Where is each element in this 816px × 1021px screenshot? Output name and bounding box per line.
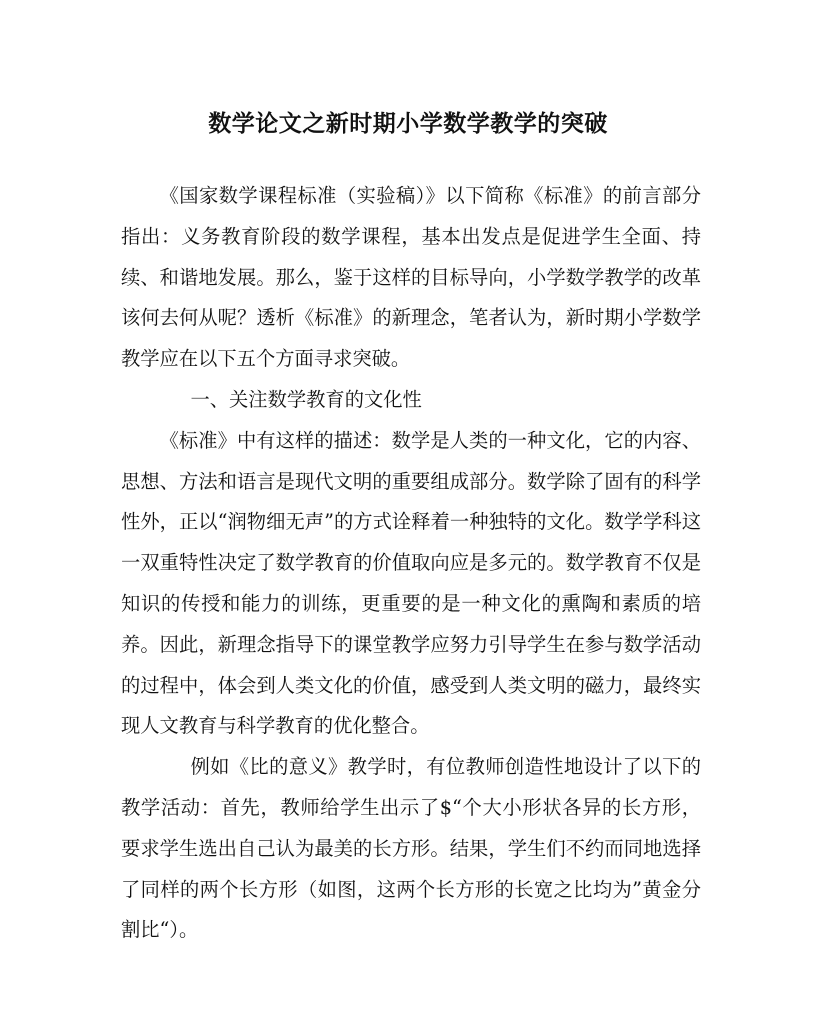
section-heading-1: 一、关注数学教育的文化性 [190,387,422,411]
document-body [121,176,701,951]
paragraph-culture: 《标准》中有这样的描述：数学是人类的一种文化，它的内容、思想、方法和语言是现代文明的重要组成部分。数学除了固有的科学性外，正以“润物细无声”的方式诠释着一种独特的文化。数学学科这一双重特性决定了数学教育的价值取向应是多元的。数学教育不仅是知识的传授和能力的训练，更重要的是一种文化的熏陶和素质的培养。因此，新理念指导下的课堂教学应努力引导学生在参与数学活动的过程中，体会到人类文化的价值，感受到人类文明的磁力，最终实现人文教育与科学教育的优化整合。 [121,428,701,738]
paragraph-example: 例如《比的意义》教学时，有位教师创造性地设计了以下的教学活动：首先，教师给学生出示了$“个大小形状各异的长方形，要求学生选出自己认为最美的长方形。结果，学生们不约而同地选择了同样的两个长方形（如图，这两个长方形的长宽之比均为”黄金分割比“）。 [121,755,701,942]
paragraph-intro: 《国家数学课程标准（实验稿）》以下简称《标准》的前言部分指出：义务教育阶段的数学课程，基本出发点是促进学生全面、持续、和谐地发展。那么，鉴于这样的目标导向，小学数学教学的改革该何去何从呢？透析《标准》的新理念，笔者认为，新时期小学数学教学应在以下五个方面寻求突破。 [121,184,701,371]
document-title: 数学论文之新时期小学数学教学的突破 [208,110,608,137]
